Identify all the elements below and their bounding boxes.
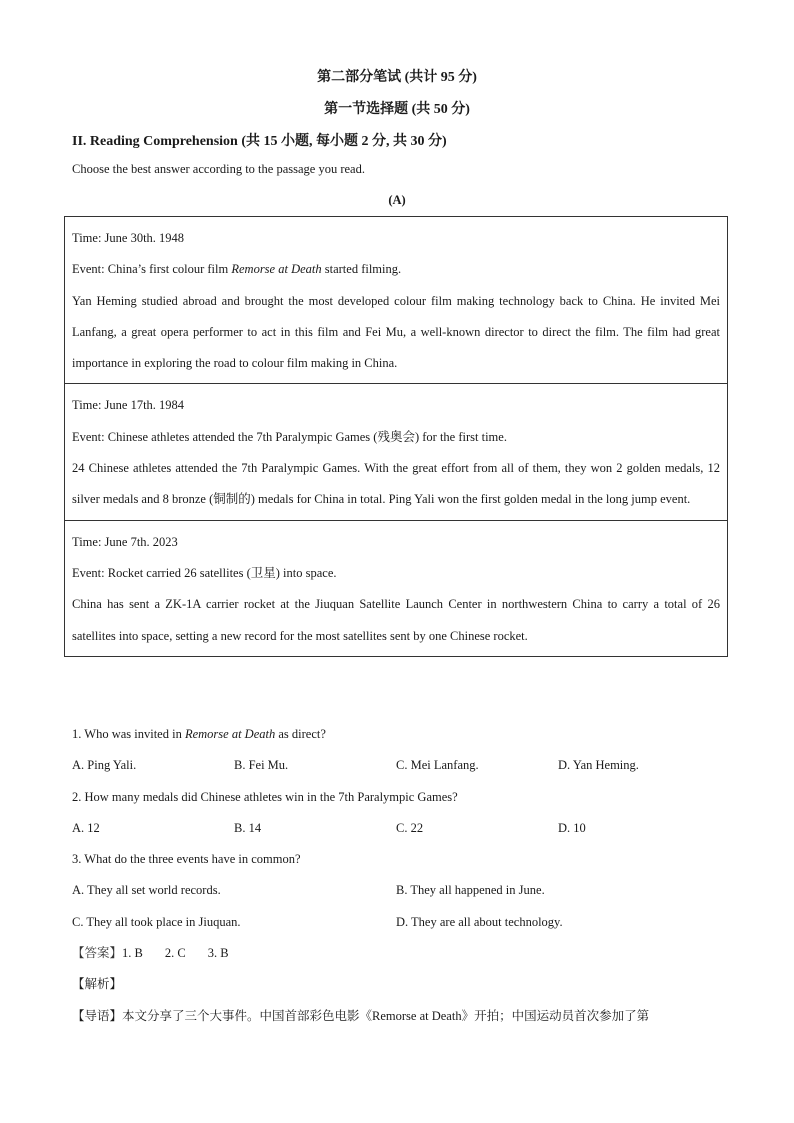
events-table	[64, 216, 728, 657]
question-3-options-row-1	[72, 875, 732, 906]
option-b: B. 14	[234, 820, 262, 835]
answer-item: 1. B	[122, 946, 143, 961]
event-description: 24 Chinese athletes attended the 7th Paralympic Games. With the great effort from all of them, they won 2 golden medals, 12 silver medals and 8 bronze (铜制的) medals for China in total. Ping Yali won the first golden medal in the long jump event.	[72, 461, 720, 507]
film-title: Remorse at Death	[231, 262, 322, 277]
answer-item: 3. B	[207, 946, 229, 961]
option-d: D. They are all about technology.	[396, 914, 563, 929]
option-c: C. Mei Lanfang.	[396, 758, 479, 773]
analysis-tag: 【解析】	[72, 977, 123, 992]
event-title: Event: China’s first colour film Remorse at Death started filming.	[72, 262, 402, 277]
event-description: Yan Heming studied abroad and brought the most developed colour film making technology back to China. He invited Mei Lanfang, a great opera performer to act in this film and Fei Mu, a well-known director to direct the film. The film had great importance in exploring the road to colour film making in China.	[72, 293, 720, 371]
question-2: 2. How many medals did Chinese athletes win in the 7th Paralympic Games?	[72, 789, 458, 804]
answer-key	[72, 938, 732, 969]
answer-item: 2. C	[164, 946, 186, 961]
option-a: A. They all set world records.	[72, 883, 221, 898]
event-block-1948	[65, 217, 727, 383]
event-block-1984	[65, 383, 727, 519]
option-b: B. They all happened in June.	[396, 883, 545, 898]
guide-text: 本文分享了三个大事件。中国首部彩色电影《Remorse at Death》开拍；中国运动员首次参加了第	[122, 1008, 650, 1023]
event-block-2023	[65, 520, 727, 656]
part-title: 第二部分笔试 (共计 95 分)	[317, 70, 477, 85]
option-d: D. Yan Heming.	[558, 758, 639, 773]
option-a: A. Ping Yali.	[72, 758, 137, 773]
question-1: 1. Who was invited in Remorse at Death as direct?	[72, 727, 326, 741]
guide-tag: 【导语】	[72, 1008, 123, 1023]
option-a: A. 12	[72, 820, 100, 835]
event-time: Time: June 17th. 1984	[72, 398, 185, 413]
question-2-options	[72, 813, 732, 844]
event-time: Time: June 30th. 1948	[72, 231, 185, 245]
question-3: 3. What do the three events have in common?	[72, 852, 301, 867]
question-1-options	[72, 750, 732, 781]
reading-comprehension-title: II. Reading Comprehension (共 15 小题, 每小题 2 分, 共 30 分)	[72, 134, 447, 149]
film-title: Remorse at Death	[184, 727, 276, 741]
event-title: Event: Rocket carried 26 satellites (卫星) into space.	[72, 565, 337, 580]
event-description: China has sent a ZK-1A carrier rocket at the Jiuquan Satellite Launch Center in northwestern China to carry a total of 26 satellites into space, setting a new record for the most satellites sent by one Chinese rocket.	[72, 597, 720, 643]
question-3-options-row-2	[72, 907, 732, 938]
instruction: Choose the best answer according to the passage you read.	[72, 162, 365, 176]
event-title: Event: Chinese athletes attended the 7th Paralympic Games (残奥会) for the first time.	[72, 429, 507, 444]
guide-paragraph	[72, 1001, 732, 1032]
option-d: D. 10	[558, 820, 586, 835]
section-title: 第一节选择题 (共 50 分)	[324, 102, 470, 117]
answer-tag: 【答案】	[72, 946, 123, 961]
option-c: C. They all took place in Jiuquan.	[72, 914, 241, 929]
event-time: Time: June 7th. 2023	[72, 534, 178, 549]
passage-label: (A)	[388, 193, 406, 207]
option-c: C. 22	[396, 820, 424, 835]
questions-section	[72, 719, 732, 1032]
option-b: B. Fei Mu.	[234, 758, 289, 773]
